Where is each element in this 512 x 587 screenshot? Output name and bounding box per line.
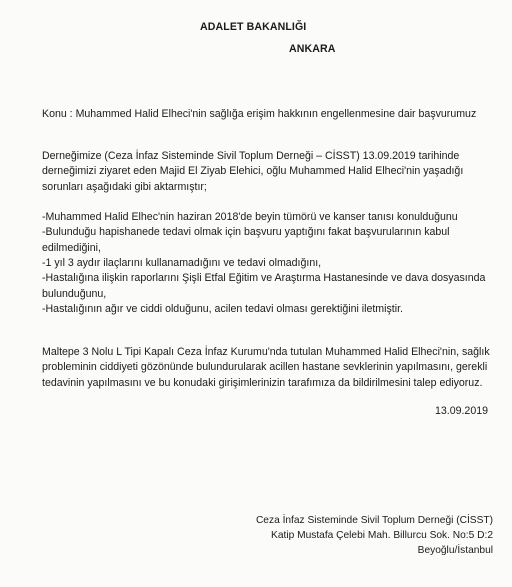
request-paragraph: Maltepe 3 Nolu L Tipi Kapalı Ceza İnfaz Kurumu'nda tutulan Muhammed Halid Elheci'nin, sağlık probleminin ciddiyeti gözönünde bulundurularak acillen hastane sevklerinin yapılmasını, gerekli tedavinin yapılmasını ve bu konudaki girişimlerinizin tarafımıza da bildirilmesini talep ediyoruz. bbox=[42, 346, 490, 389]
sender-district: Beyoğlu/İstanbul bbox=[417, 544, 493, 556]
list-item: -Muhammed Halid Elhec'nin haziran 2018'de beyin tümörü ve kanser tanısı konulduğunu bbox=[42, 211, 458, 223]
list-item: -Bulunduğu hapishanede tedavi olmak için başvuru yaptığını fakat başvurularının kabul edilmediğini, bbox=[42, 226, 450, 254]
intro-paragraph: Derneğimize (Ceza İnfaz Sisteminde Sivil Toplum Derneği – CİSST) 13.09.2019 tarihinde derneğimizi ziyaret eden Majid El Ziyab Elehici, oğlu Muhammed Halid Elheci'nin yaşadığı sorunları aşağıdaki gibi aktarmıştır; bbox=[42, 150, 464, 193]
sender-address: Katip Mustafa Çelebi Mah. Billurcu Sok. No:5 D:2 bbox=[271, 529, 493, 541]
sender-signature-block bbox=[193, 514, 493, 558]
letter-date: 13.09.2019 bbox=[434, 405, 488, 417]
complaint-list bbox=[42, 210, 497, 318]
sender-organization: Ceza İnfaz Sisteminde Sivil Toplum Derneği (CİSST) bbox=[255, 515, 493, 526]
recipient-ministry: ADALET BAKANLIĞI bbox=[200, 21, 307, 33]
recipient-city: ANKARA bbox=[289, 43, 336, 55]
list-item: -Hastalığına ilişkin raporlarını Şişli Etfal Eğitim ve Araştırma Hastanesinde ve dava dosyasında bulunduğunu, bbox=[42, 272, 486, 300]
list-item: -1 yıl 3 aydır ilaçlarını kullanamadığını ve tedavi olmadığını, bbox=[42, 257, 322, 270]
subject-line: Konu : Muhammed Halid Elheci'nin sağlığa erişim hakkının engellenmesine dair başvurumuz bbox=[42, 108, 477, 120]
list-item: -Hastalığının ağır ve ciddi olduğunu, acilen tedavi olması gerektiğini iletmiştir. bbox=[42, 303, 403, 316]
